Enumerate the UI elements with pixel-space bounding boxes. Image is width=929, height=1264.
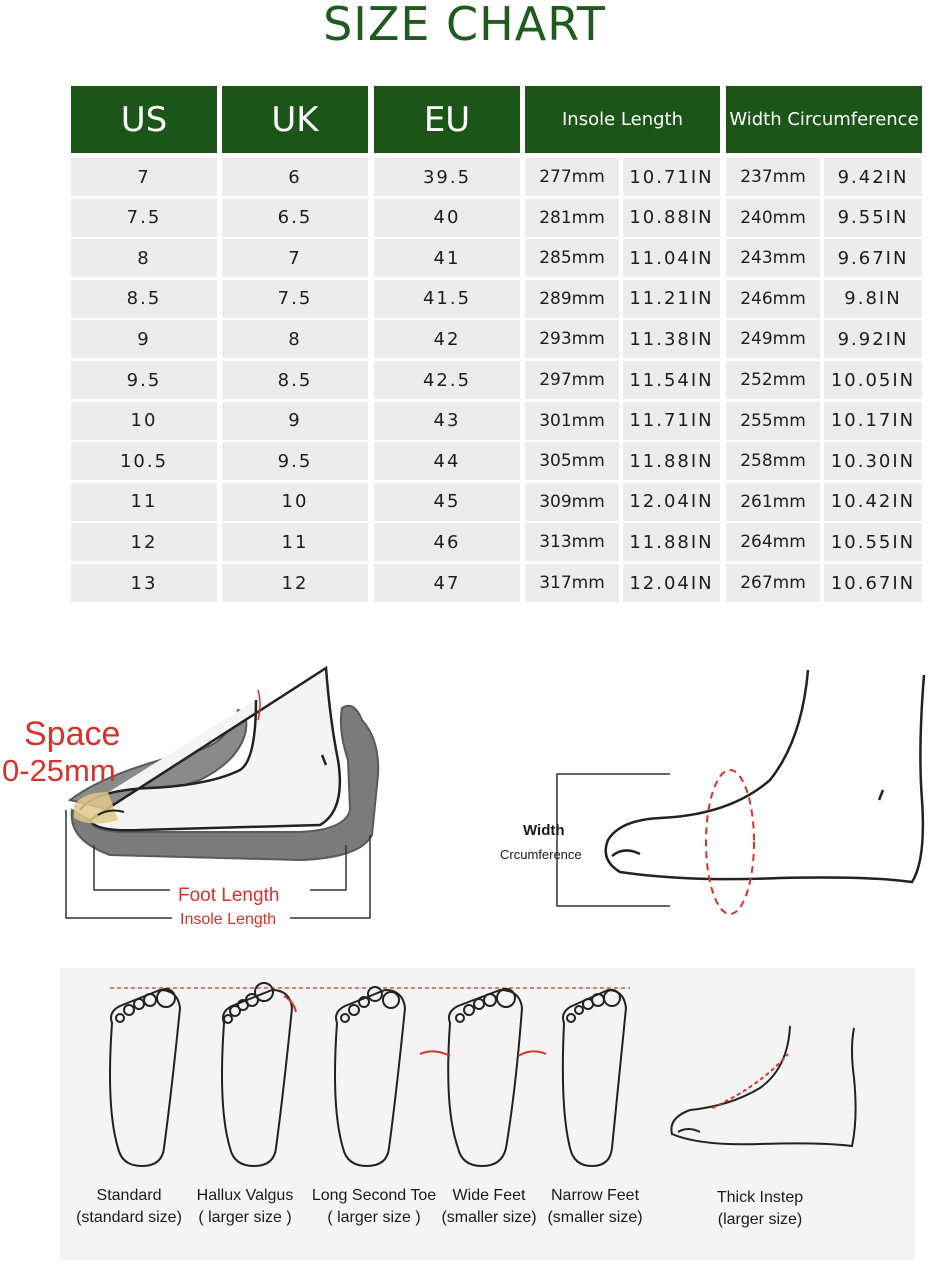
cell-insole-in: 10.88IN [623,199,720,237]
cell-insole-in: 11.88IN [623,523,720,561]
cell-uk: 8 [222,320,368,358]
cell-eu: 44 [374,442,520,480]
table-row [71,239,922,277]
space-label: Space [24,715,121,753]
cell-width-mm: 249mm [726,320,820,358]
cell-eu: 46 [374,523,520,561]
cell-uk: 9 [222,402,368,440]
circumference-label: Crcumference [500,847,582,862]
cell-us: 13 [71,564,217,602]
foot-type-thick-instep: Thick Instep (larger size) [716,1189,804,1228]
table-row [71,199,922,237]
header-width-circumference: Width Circumference [726,86,922,153]
cell-insole-mm: 277mm [525,158,619,196]
cell-uk: 6 [222,158,368,196]
cell-uk: 7 [222,239,368,277]
cell-insole-in: 11.88IN [623,442,720,480]
cell-eu: 45 [374,483,520,521]
cell-us: 10.5 [71,442,217,480]
table-row [71,361,922,399]
cell-us: 9.5 [71,361,217,399]
header-us: US [71,86,217,153]
cell-insole-mm: 305mm [525,442,619,480]
cell-width-in: 10.17IN [824,402,922,440]
long-second-toe-foot-icon [335,987,405,1166]
cell-width-in: 10.67IN [824,564,922,602]
cell-width-mm: 258mm [726,442,820,480]
wide-feet-foot-icon [420,989,546,1166]
cell-insole-mm: 297mm [525,361,619,399]
header-uk: UK [222,86,368,153]
cell-insole-in: 12.04IN [623,564,720,602]
table-row [71,320,922,358]
cell-width-mm: 255mm [726,402,820,440]
size-chart-table [71,86,922,606]
cell-us: 12 [71,523,217,561]
cell-insole-mm: 313mm [525,523,619,561]
narrow-feet-foot-icon [563,990,626,1166]
table-row [71,483,922,521]
cell-width-in: 9.55IN [824,199,922,237]
cell-insole-mm: 281mm [525,199,619,237]
cell-insole-mm: 301mm [525,402,619,440]
cell-us: 11 [71,483,217,521]
side-foot-outline [606,670,924,882]
cell-uk: 11 [222,523,368,561]
cell-eu: 42 [374,320,520,358]
cell-width-mm: 237mm [726,158,820,196]
cell-width-mm: 267mm [726,564,820,602]
cell-insole-mm: 285mm [525,239,619,277]
cell-us: 8.5 [71,280,217,318]
cell-insole-in: 12.04IN [623,483,720,521]
foot-type-standard: Standard (standard size) [76,1187,182,1226]
cell-uk: 12 [222,564,368,602]
width-circumference-illustration [540,660,929,922]
table-row [71,158,922,196]
cell-us: 7 [71,158,217,196]
space-range-label: 0-25mm [2,753,116,788]
cell-width-mm: 246mm [726,280,820,318]
cell-us: 9 [71,320,217,358]
hallux-valgus-foot-icon [222,983,296,1166]
cell-width-mm: 240mm [726,199,820,237]
cell-uk: 8.5 [222,361,368,399]
cell-width-in: 9.42IN [824,158,922,196]
cell-insole-in: 11.54IN [623,361,720,399]
cell-insole-in: 11.71IN [623,402,720,440]
cell-width-mm: 261mm [726,483,820,521]
cell-width-mm: 252mm [726,361,820,399]
cell-uk: 10 [222,483,368,521]
header-insole-length: Insole Length [525,86,720,153]
cell-width-in: 10.42IN [824,483,922,521]
cell-width-in: 10.30IN [824,442,922,480]
width-label: Width [523,822,565,839]
table-row [71,564,922,602]
cell-us: 10 [71,402,217,440]
foot-type-narrow-feet: Narrow Feet (smaller size) [547,1187,643,1226]
cell-width-in: 9.8IN [824,280,922,318]
table-row [71,523,922,561]
header-eu: EU [374,86,520,153]
cell-uk: 9.5 [222,442,368,480]
thick-instep-foot-icon [671,1026,855,1146]
heel-red-mark [258,690,260,720]
cell-insole-mm: 289mm [525,280,619,318]
cell-uk: 6.5 [222,199,368,237]
foot-type-hallux-valgus: Hallux Valgus ( larger size ) [196,1187,294,1226]
cell-eu: 42.5 [374,361,520,399]
cell-insole-mm: 317mm [525,564,619,602]
cell-insole-in: 11.04IN [623,239,720,277]
table-row [71,402,922,440]
cell-eu: 43 [374,402,520,440]
table-row [71,280,922,318]
cell-width-mm: 243mm [726,239,820,277]
page-title: SIZE CHART [323,0,606,51]
cell-width-in: 10.05IN [824,361,922,399]
cell-width-in: 9.92IN [824,320,922,358]
cell-insole-in: 10.71IN [623,158,720,196]
table-row [71,442,922,480]
cell-eu: 39.5 [374,158,520,196]
cell-width-in: 9.67IN [824,239,922,277]
insole-length-label: Insole Length [180,911,277,928]
cell-eu: 41.5 [374,280,520,318]
cell-width-in: 10.55IN [824,523,922,561]
cell-eu: 40 [374,199,520,237]
cell-eu: 47 [374,564,520,602]
foot-length-label: Foot Length [178,885,280,906]
cell-width-mm: 264mm [726,523,820,561]
foot-type-wide-feet: Wide Feet (smaller size) [441,1187,537,1226]
cell-insole-mm: 309mm [525,483,619,521]
cell-insole-in: 11.21IN [623,280,720,318]
foot-type-long-second-toe: Long Second Toe ( larger size ) [311,1187,437,1226]
cell-insole-mm: 293mm [525,320,619,358]
cell-insole-in: 11.38IN [623,320,720,358]
cell-eu: 41 [374,239,520,277]
standard-foot-icon [110,989,180,1166]
cell-us: 7.5 [71,199,217,237]
cell-us: 8 [71,239,217,277]
cell-uk: 7.5 [222,280,368,318]
